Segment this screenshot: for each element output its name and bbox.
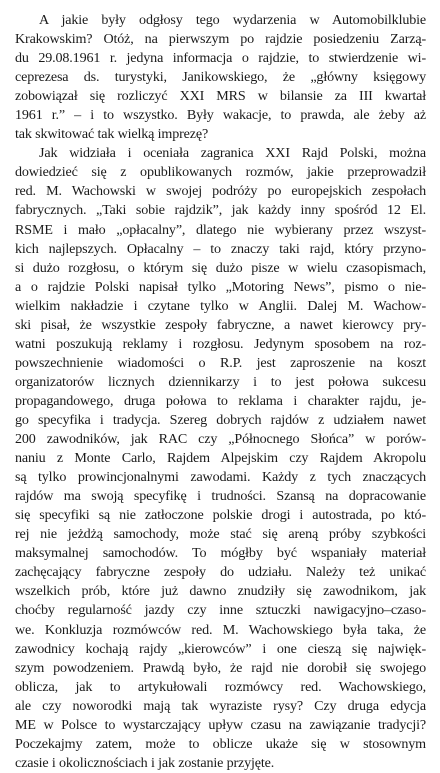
text-line: się specyfiki są nie zatłoczone polskie drogi i autostrada, po któ- — [15, 507, 426, 524]
text-line: ski pisał, że wszystkie zespoły fabryczne, a nawet kierowcy pry- — [15, 316, 426, 333]
text-line: du 29.08.1961 r. jedyna informacja o rajdzie, to stwierdzenie wi- — [15, 50, 426, 67]
text-line: zobowiązał się rozliczyć XXI MRS w bilansie za III kwartał — [15, 88, 426, 105]
text-line: wielkim nakładzie i czytane tylko w Anglii. Dalej M. Wachow- — [15, 297, 426, 314]
paragraph — [15, 144, 426, 773]
text-line: A jakie były odgłosy tego wydarzenia w Automobilklubie — [39, 12, 426, 28]
text-line: ME w Polsce to wystarczający upływ czasu na zawiązanie tradycji? — [15, 716, 426, 733]
text-line: wszelkich prób, które już dawno znudziły się zawodnikom, jak — [15, 583, 426, 600]
text-line: tak skwitować tak wielką imprezę? — [15, 126, 209, 143]
text-line: a o rajdzie Polski napisał tylko „Motoring News”, pismo o nie- — [15, 278, 426, 295]
text-line: zawodnicy kochają rajdy „kierowców” i one cieszą się najwięk- — [15, 640, 426, 657]
text-line: Jak widziała i oceniała zagranica XXI Rajd Polski, można — [39, 145, 426, 162]
text-line: propagandowego, druga połowa to reklama i charakter rajdu, je- — [15, 392, 426, 409]
text-line: go specyfika i tradycja. Szereg dobrych rajdów z udziałem nawet — [15, 411, 426, 428]
text-line: Poczekajmy zatem, może to oblicze ukaże się w stosownym — [15, 735, 426, 752]
text-line: dowiedzieć się z opublikowanych rozmów, jakie przeprowadził — [15, 164, 426, 181]
text-line: naniu z Monte Carlo, Rajdem Alpejskim czy Rajdem Akropolu — [15, 450, 426, 467]
text-line: RSME i mało „opłacalny”, dlatego nie wybierany przez wszyst- — [15, 221, 426, 238]
text-line: oblicza, jak to artykułowali rozmówcy red. Wachowskiego, — [15, 678, 426, 695]
text-line: organizatorów licznych dziennikarzy i to jest połowa sukcesu — [15, 373, 426, 390]
text-line: ceprezesa ds. turystyki, Janikowskiego, że „główny księgowy — [15, 69, 426, 86]
text-line: choćby regularność jazdy czy inne sztuczki nawigacyjno–czaso- — [15, 602, 426, 619]
text-line: rajdów ma swoją specyfikę i trudności. Szansą na dopracowanie — [15, 488, 426, 505]
text-line: szym powodzeniem. Prawdą było, że rajd nie dorobił się swojego — [15, 659, 426, 676]
text-line: ale czy noworodki mają tak wyraziste rysy? Czy druga edycja — [15, 697, 426, 714]
text-line: red. M. Wachowski w swojej podróży po europejskich zespołach — [15, 183, 426, 200]
text-line: powszechnienie wiadomości o R.P. jest zaproszenie na koszt — [15, 354, 426, 371]
text-line: kich najlepszych. Opłacalny – to znaczy taki rajd, który przyno- — [15, 240, 426, 257]
text-line: zachęcający fabryczne zespoły do udziału. Należy też unikać — [15, 564, 426, 581]
text-line: maksymalnej samochodów. To mógłby być wspaniały materiał — [15, 545, 426, 562]
text-line: we. Konkluzja rozmówców red. M. Wachowskiego była taka, że — [15, 621, 426, 638]
text-line: rej nie jeżdżą samochody, może stać się areną próby szybkości — [15, 526, 426, 543]
paragraph — [15, 11, 426, 144]
text-line: watni poszukują reklamy i rozgłosu. Jedynym sposobem na roz- — [15, 335, 426, 352]
text-line: si dużo rozgłosu, o którym się dużo pisze w wielu czasopismach, — [15, 259, 426, 276]
text-line: 1961 r.” – i to wszystko. Były wakacje, to prawda, ale żeby aż — [15, 107, 426, 124]
text-line: Krakowskim? Otóż, na pierwszym po rajdzie posiedzeniu Zarzą- — [15, 31, 426, 48]
text-line: są tylko prowincjonalnymi zawodami. Każdy z tych znaczących — [15, 469, 426, 486]
text-line: fabrycznych. „Taki sobie rajdzik”, jak każdy inny spośród 12 El. — [15, 202, 426, 219]
text-line: 200 zawodników, jak RAC czy „Północnego Słońca” w porów- — [15, 431, 426, 448]
text-line: czasie i okolicznościach i jak zostanie przyjęte. — [15, 754, 275, 771]
